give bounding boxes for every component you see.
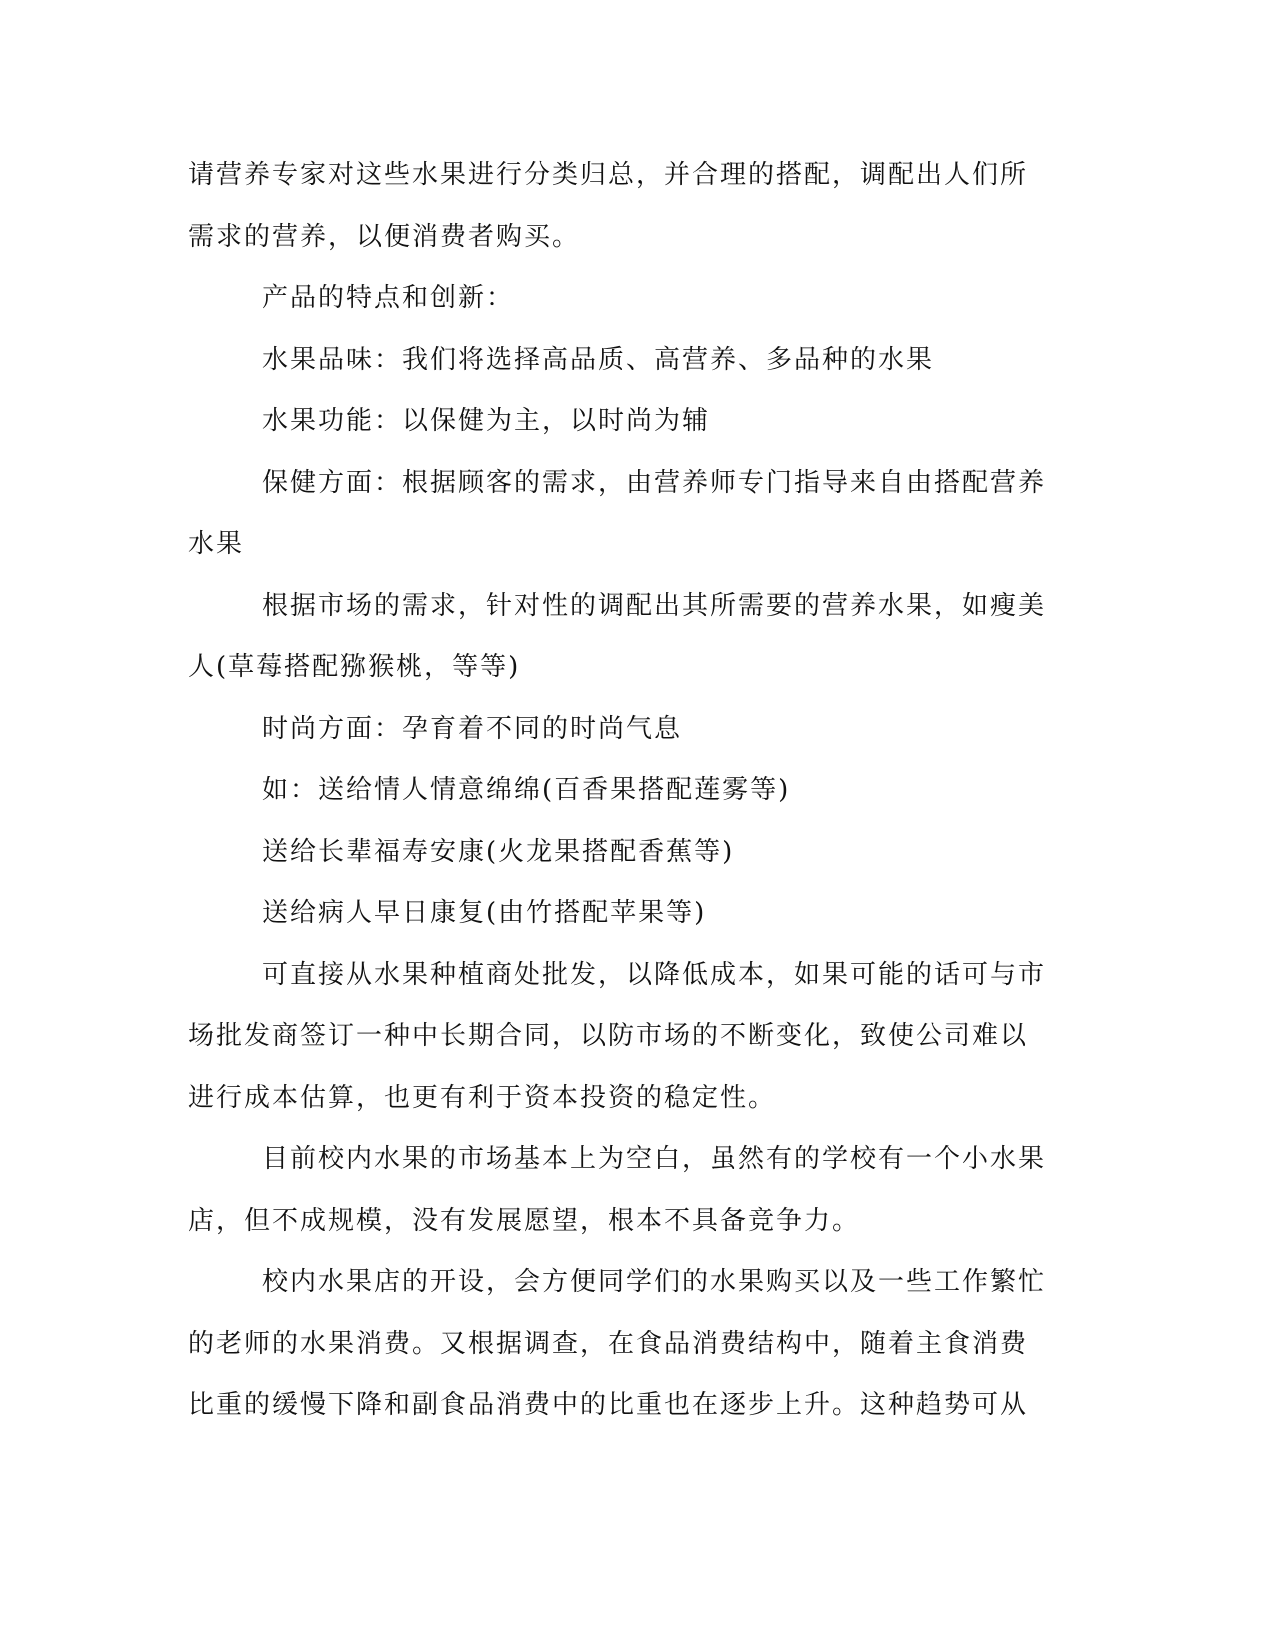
text-line: 进行成本估算，也更有利于资本投资的稳定性。 xyxy=(188,1082,777,1113)
text-line: 目前校内水果的市场基本上为空白，虽然有的学校有一个小水果 xyxy=(262,1144,1047,1174)
document-body xyxy=(188,160,1068,1452)
text-line: 保健方面：根据顾客的需求，由营养师专门指导来自由搭配营养 xyxy=(262,467,1047,498)
text-line: 送给病人早日康复(由竹搭配苹果等) xyxy=(262,898,707,928)
text-line: 可直接从水果种植商处批发，以降低成本，如果可能的话可与市 xyxy=(262,959,1047,990)
text-line: 人(草莓搭配猕猴桃，等等) xyxy=(188,652,521,682)
text-line: 需求的营养，以便消费者购买。 xyxy=(188,221,581,252)
text-line: 店，但不成规模，没有发展愿望，根本不具备竞争力。 xyxy=(188,1205,861,1236)
text-line: 水果品味：我们将选择高品质、高营养、多品种的水果 xyxy=(262,344,935,375)
text-line: 请营养专家对这些水果进行分类归总，并合理的搭配，调配出人们所 xyxy=(188,160,1029,190)
text-line: 如：送给情人情意绵绵(百香果搭配莲雾等) xyxy=(262,775,791,805)
text-line: 送给长辈福寿安康(火龙果搭配香蕉等) xyxy=(262,836,735,867)
text-line: 比重的缓慢下降和副食品消费中的比重也在逐步上升。这种趋势可从 xyxy=(188,1390,1029,1420)
text-line: 校内水果店的开设，会方便同学们的水果购买以及一些工作繁忙 xyxy=(262,1267,1047,1297)
text-line: 时尚方面：孕育着不同的时尚气息 xyxy=(262,713,683,744)
text-line: 水果功能：以保健为主，以时尚为辅 xyxy=(262,406,711,436)
text-line: 根据市场的需求，针对性的调配出其所需要的营养水果，如瘦美 xyxy=(262,590,1047,621)
text-line: 场批发商签订一种中长期合同，以防市场的不断变化，致使公司难以 xyxy=(188,1021,1029,1051)
text-line: 水果 xyxy=(188,529,245,559)
text-line: 的老师的水果消费。又根据调查，在食品消费结构中，随着主食消费 xyxy=(188,1328,1029,1359)
text-line: 产品的特点和创新： xyxy=(262,283,515,313)
